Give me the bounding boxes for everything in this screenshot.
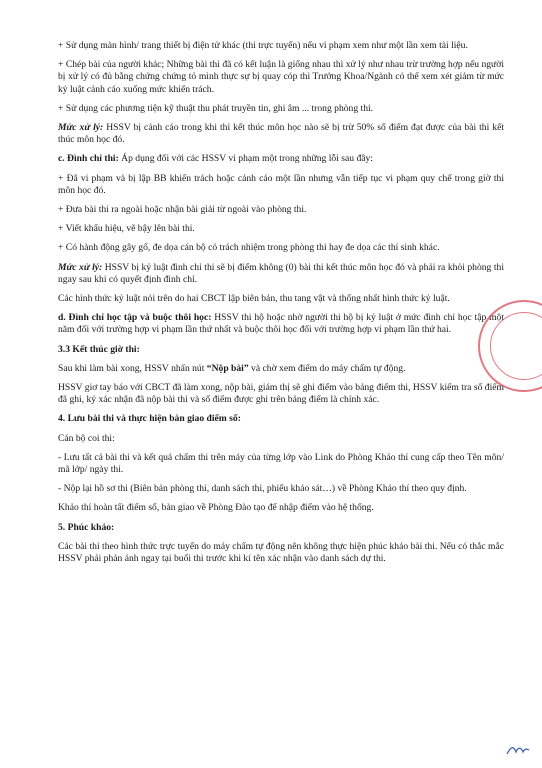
- paragraph-text: HSSV thi hộ hoặc nhờ người thi hộ bị kỷ luật ở mức đình chỉ học tập một năm đối với trường hợp vi phạm lần thứ nhất và buộc thôi học đối với trường hợp vi phạm lần thứ hai.: [58, 312, 504, 336]
- paragraph: [58, 382, 504, 406]
- paragraph-text: Sau khi làm bài xong, HSSV nhấn nút: [58, 362, 207, 374]
- paragraph: [58, 59, 504, 96]
- paragraph: [58, 502, 504, 514]
- button-name-emphasis: “Nộp bài”: [206, 362, 249, 374]
- section-heading: 5. Phúc khảo:: [58, 521, 115, 533]
- paragraph: [58, 363, 504, 375]
- signature-mark: [506, 744, 530, 756]
- document-body: [58, 40, 504, 572]
- paragraph-text: + Đã vi phạm và bị lập BB khiển trách hoặc cảnh cáo một lần nhưng vẫn tiếp tục vi phạm quy chế trong giờ thi môn học đó.: [58, 172, 504, 196]
- paragraph-text: Cán bộ coi thi:: [58, 432, 115, 444]
- paragraph: [58, 433, 504, 445]
- paragraph: [58, 242, 504, 254]
- paragraph: [58, 40, 504, 52]
- paragraph-text: Các bài thi theo hình thức trực tuyến do máy chấm tự động nên không thực hiện phúc khảo bài thi. Nếu có thắc mắc HSSV phải phản ánh ngay tại buổi thi trước khi kí tên xác nhận vào danh sách dự thi.: [58, 540, 504, 565]
- paragraph: [58, 452, 504, 476]
- paragraph-text: + Chép bài của người khác; Những bài thi đã có kết luận là giống nhau thì xử lý như nhau trừ trường hợp nếu người bị xử lý có đủ bằng chứng chứng tỏ mình thực sự bị quay cóp thì Trưởng Khoa/Ngành có thể xem xét giảm từ mức kỷ luật cảnh cáo xuống mức khiển trách.: [58, 59, 504, 95]
- paragraph: [58, 312, 504, 336]
- paragraph-text: HSSV bị kỷ luật đình chỉ thi sẽ bị điểm không (0) bài thi kết thúc môn học đó và phải ra khỏi phòng thi ngay sau khi có quyết định đình chỉ.: [58, 261, 504, 285]
- paragraph: [58, 483, 504, 495]
- paragraph-text: HSSV giơ tay báo với CBCT đã làm xong, nộp bài, giám thị sẽ ghi điểm vào bảng điểm thi, HSSV kiểm tra số điểm đã ghi, ký xác nhận đã nộp bài thi và số điểm được ghi trên bảng điểm là chính xác.: [58, 382, 504, 406]
- paragraph: [58, 223, 504, 235]
- paragraph-label: d. Đình chỉ học tập và buộc thôi học:: [58, 312, 212, 324]
- section-heading: 3.3 Kết thúc giờ thi:: [58, 343, 140, 355]
- paragraph-text: + Sử dụng các phương tiện kỹ thuật thu phát truyền tin, ghi âm ... trong phòng thi.: [58, 102, 374, 114]
- paragraph: [58, 541, 504, 565]
- paragraph: [58, 204, 504, 216]
- paragraph-text: Áp dụng đối với các HSSV vi phạm một trong những lỗi sau đây:: [118, 153, 373, 165]
- paragraph-text: và chờ xem điểm do máy chấm tự động.: [248, 362, 406, 374]
- paragraph: [58, 122, 504, 146]
- paragraph-text: Khảo thí hoàn tất điểm số, bàn giao về Phòng Đào tạo để nhập điểm vào hệ thống.: [58, 502, 374, 514]
- paragraph-label: c. Đình chỉ thi:: [58, 153, 119, 165]
- paragraph: [58, 262, 504, 286]
- section-heading: 4. Lưu bài thi và thực hiện bàn giao điểm số:: [58, 413, 241, 425]
- paragraph-text: + Đưa bài thi ra ngoài hoặc nhận bài giải từ ngoài vào phòng thi.: [58, 204, 307, 216]
- paragraph-text: Các hình thức kỷ luật nói trên do hai CBCT lập biên bản, thu tang vật và thống nhất hình thức kỷ luật.: [58, 293, 450, 305]
- paragraph-text: - Nộp lại hồ sơ thi (Biên bản phòng thi, danh sách thi, phiếu khảo sát…) về Phòng Khảo thí theo quy định.: [58, 483, 467, 495]
- paragraph-text: + Sử dụng màn hình/ trang thiết bị điện tử khác (thi trực tuyến) nếu vi phạm xem như một lần xem tài liệu.: [58, 40, 468, 51]
- paragraph-label: Mức xử lý:: [58, 261, 103, 273]
- paragraph: [58, 173, 504, 197]
- paragraph-label: Mức xử lý:: [58, 122, 104, 134]
- paragraph: [58, 103, 504, 115]
- paragraph-text: + Viết khẩu hiệu, vẽ bậy lên bài thi.: [58, 223, 195, 235]
- paragraph-text: - Lưu tất cả bài thi và kết quả chấm thi trên máy của từng lớp vào Link do Phòng Khảo thí cung cấp theo Tên môn/ mã lớp/ ngày thi.: [58, 451, 504, 476]
- paragraph: [58, 153, 504, 165]
- paragraph-text: + Có hành động gây gổ, đe dọa cán bộ có trách nhiệm trong phòng thi hay đe dọa các thí sinh khác.: [58, 242, 440, 254]
- paragraph: [58, 293, 504, 305]
- paragraph-text: HSSV bị cảnh cáo trong khi thi kết thúc môn học nào sẽ bị trừ 50% số điểm đạt được của bài thi kết thúc môn học đó.: [58, 122, 504, 146]
